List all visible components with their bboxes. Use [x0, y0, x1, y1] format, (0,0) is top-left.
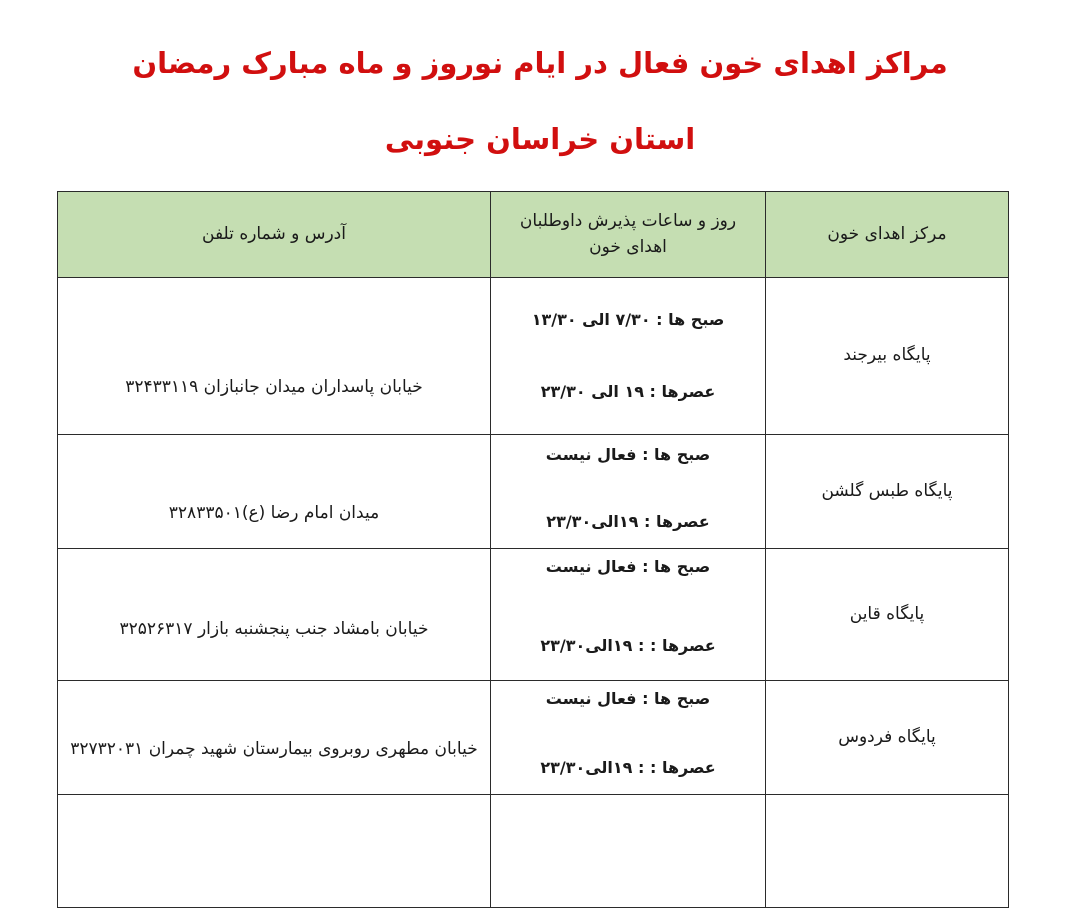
table-row — [58, 681, 1009, 795]
header-address: آدرس و شماره تلفن — [58, 192, 491, 278]
address-cell — [58, 435, 491, 549]
morning-hours: صبح ها : فعال نیست — [545, 557, 711, 576]
table-row — [58, 435, 1009, 549]
evening-hours: عصرها : ۱۹الی۲۳/۳۰ — [546, 512, 710, 531]
table-row-empty — [58, 795, 1009, 908]
morning-hours: صبح ها : فعال نیست — [545, 689, 711, 708]
table-row — [58, 278, 1009, 435]
hours-cell — [491, 549, 766, 681]
address-text: خیابان مطهری روبروی بیمارستان شهید چمران ۳۲۷۳۲۰۳۱ — [70, 739, 478, 760]
address-cell — [58, 681, 491, 795]
evening-hours: عصرها : : ۱۹الی۲۳/۳۰ — [540, 758, 716, 777]
address-text: میدان امام رضا (ع)۳۲۸۳۳۵۰۱ — [168, 503, 380, 524]
center-name: پایگاه طبس گلشن — [766, 435, 1009, 549]
page-subtitle: استان خراسان جنوبی — [384, 122, 696, 156]
address-cell — [58, 549, 491, 681]
blood-centers-table — [57, 191, 1009, 908]
center-name: پایگاه بیرجند — [766, 278, 1009, 435]
empty-cell — [766, 795, 1009, 908]
table-header-row — [58, 192, 1009, 278]
empty-cell — [58, 795, 491, 908]
table-row — [58, 549, 1009, 681]
hours-cell — [491, 681, 766, 795]
address-text: خیابان پاسداران میدان جانبازان ۳۲۴۳۳۱۱۹ — [125, 376, 423, 397]
center-name: پایگاه فردوس — [766, 681, 1009, 795]
morning-hours: صبح ها : فعال نیست — [545, 445, 711, 464]
empty-cell — [491, 795, 766, 908]
header-center: مرکز اهدای خون — [766, 192, 1009, 278]
hours-cell — [491, 435, 766, 549]
center-name: پایگاه قاین — [766, 549, 1009, 681]
header-hours: روز و ساعات پذیرش داوطلبان اهدای خون — [491, 192, 766, 278]
address-cell — [58, 278, 491, 435]
page-title: مراکز اهدای خون فعال در ایام نوروز و ماه مبارک رمضان — [132, 46, 948, 80]
address-text: خیابان بامشاد جنب پنجشنبه بازار ۳۲۵۲۶۳۱۷ — [119, 619, 429, 640]
evening-hours: عصرها : : ۱۹الی۲۳/۳۰ — [540, 636, 716, 655]
evening-hours: عصرها : ۱۹ الی ۲۳/۳۰ — [540, 382, 716, 401]
morning-hours: صبح ها : ۷/۳۰ الی ۱۳/۳۰ — [531, 310, 725, 329]
hours-cell — [491, 278, 766, 435]
